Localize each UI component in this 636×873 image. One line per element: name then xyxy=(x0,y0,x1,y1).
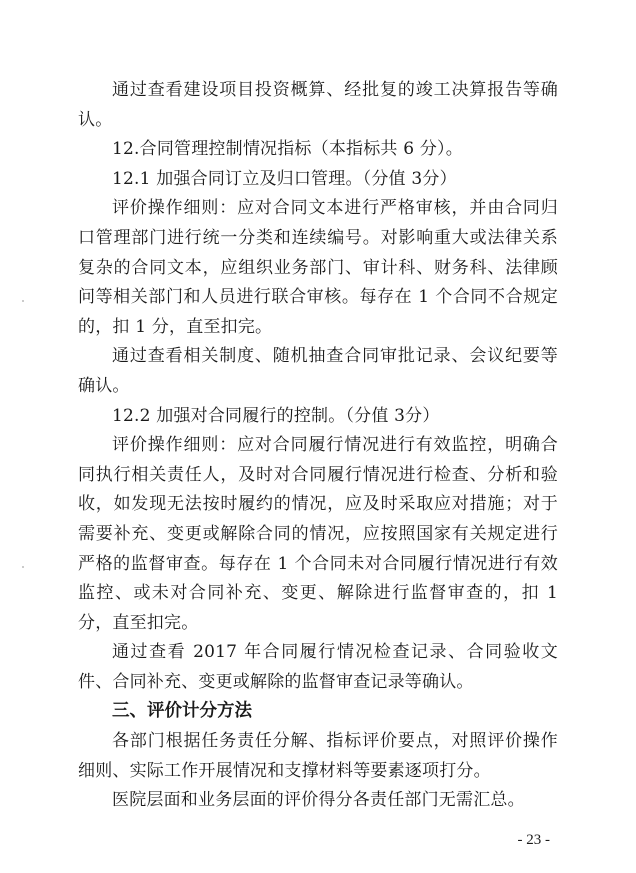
paragraph-scoring-procedure: 各部门根据任务责任分解、指标评价要点，对照评价操作细则、实际工作开展情况和支撑材料等要素逐项打分。 xyxy=(78,731,558,781)
scan-speck xyxy=(22,300,24,302)
paragraph-contract-indicator: 12.合同管理控制情况指标（本指标共 6 分）。 xyxy=(112,139,463,160)
paragraph-12-1-confirm: 通过查看相关制度、随机抽查合同审批记录、会议纪要等确认。 xyxy=(78,346,558,396)
paragraph-12-2-title: 12.2 加强对合同履行的控制。（分值 3分） xyxy=(112,405,440,426)
paragraph-12-2-rules: 评价操作细则：应对合同履行情况进行有效监控，明确合同执行相关责任人，及时对合同履行情况进行检查、分析和验收，如发现无法按时履约的情况，应及时采取应对措施；对于需要补充、变更或解除合同的情况，应按照国家有关规定进行严格的监督审查。每存在 1 个合同未对合同履行情况进行有效监控、或未对合同补充、变更、解除进行监督审查的，扣 1分，直至扣完。 xyxy=(78,435,558,633)
section-heading-scoring-method: 三、评价计分方法 xyxy=(112,701,252,722)
page-number: - 23 - xyxy=(517,832,550,848)
paragraph-no-aggregation: 医院层面和业务层面的评价得分各责任部门无需汇总。 xyxy=(112,790,525,811)
paragraph-construction-confirm: 通过查看建设项目投资概算、经批复的竣工决算报告等确认。 xyxy=(78,80,558,130)
document-body xyxy=(78,76,558,816)
scan-speck xyxy=(22,566,24,568)
paragraph-12-2-confirm: 通过查看 2017 年合同履行情况检查记录、合同验收文件、合同补充、变更或解除的监督审查记录等确认。 xyxy=(78,642,558,692)
paragraph-12-1-title: 12.1 加强合同订立及归口管理。（分值 3分） xyxy=(112,168,457,189)
paragraph-12-1-rules: 评价操作细则：应对合同文本进行严格审核，并由合同归口管理部门进行统一分类和连续编号。对影响重大或法律关系复杂的合同文本，应组织业务部门、审计科、财务科、法律顾问等相关部门和人员进行联合审核。每存在 1 个合同不合规定的，扣 1 分，直至扣完。 xyxy=(78,198,558,337)
